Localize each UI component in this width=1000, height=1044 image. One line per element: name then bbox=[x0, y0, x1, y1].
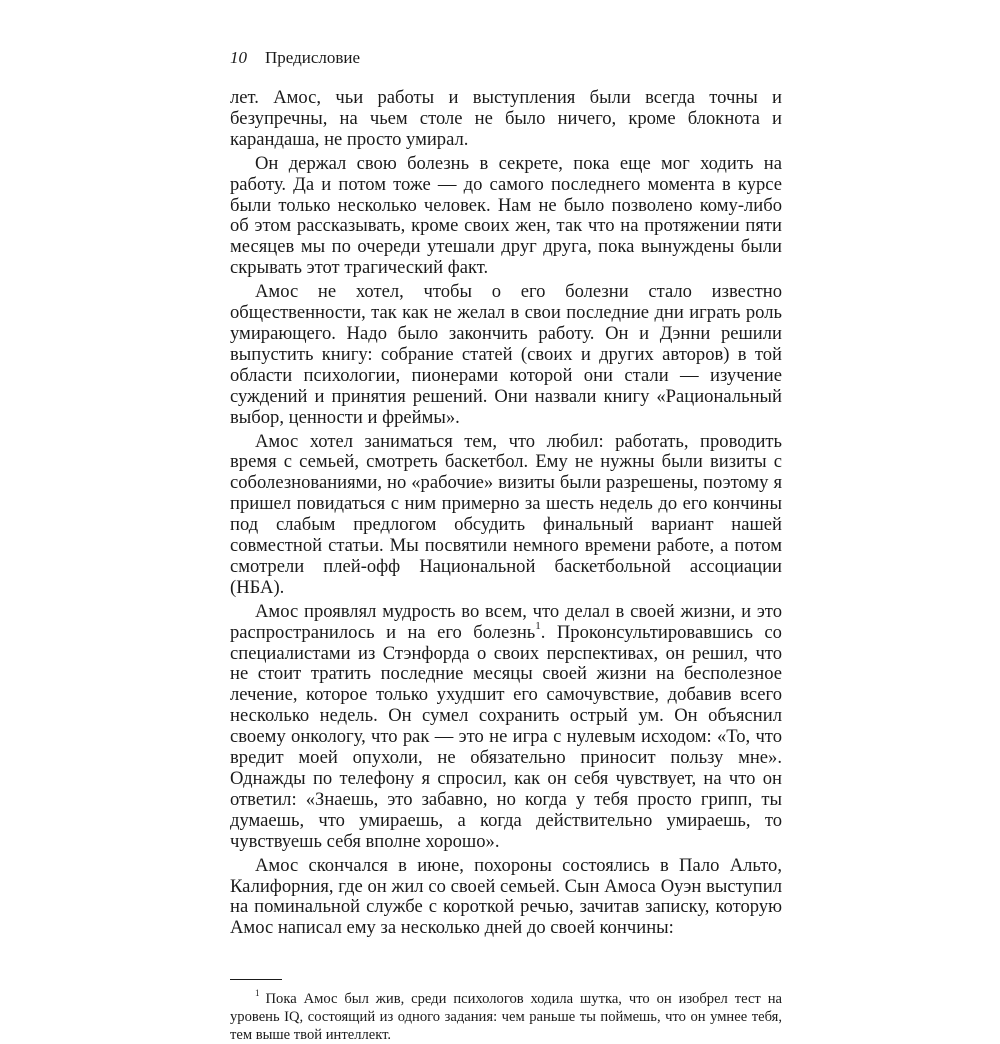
paragraph-6: Амос скончался в июне, похороны состоялись в Пало Альто, Калифорния, где он жил со своей семьей. Сын Амоса Оуэн выступил на поминальной службе с короткой речью, зачитав записку, которую Амос написал ему за несколько дней до своей кончины: bbox=[230, 854, 782, 939]
book-page bbox=[230, 44, 782, 1044]
page-number: 10 bbox=[230, 48, 247, 67]
paragraph-3: Амос не хотел, чтобы о его болезни стало известно общественности, так как не желал в свои последние дни играть роль умирающего. Надо было закончить работу. Он и Дэнни решили выпустить книгу: собрание статей (своих и других авторов) в той области психологии, пионерами которой они стали — изучение суждений и принятия решений. Они назвали книгу «Рациональный выбор, ценности и фреймы». bbox=[230, 281, 782, 428]
footnote-divider bbox=[230, 979, 282, 980]
paragraph-4: Амос хотел заниматься тем, что любил: работать, проводить время с семьей, смотреть баскетбол. Ему не нужны были визиты с соболезнованиями, но «рабочие» визиты были разрешены, поэтому я пришел повидаться с ним примерно за шесть недель до его кончины под слабым предлогом обсудить финальный вариант нашей совместной статьи. Мы посвятили немного времени работе, а потом смотрели плей-офф Национальной баскетбольной ассоциации (НБА). bbox=[230, 430, 782, 598]
paragraph-1: лет. Амос, чьи работы и выступления были всегда точны и безупречны, на чьем столе не было ничего, кроме блокнота и карандаша, не просто умирал. bbox=[230, 87, 782, 150]
footnote-marker: 1 bbox=[255, 988, 260, 999]
paragraph-5-part-2: . Проконсультировавшись со специалистами из Стэнфорда о своих перспективах, он решил, что не стоит тратить последние месяцы своей жизни на бесполезное лечение, которое только ухудшит его самочувствие, добавив всего несколько недель. Он сумел сохранить острый ум. Он объяснил своему онкологу, что рак — это не игра с нулевым исходом: «То, что вредит моей опухоли, не обязательно приносит пользу мне». Однажды по телефону я спросил, как он себя чувствует, на что он ответил: «Знаешь, это забавно, но когда у тебя просто грипп, ты думаешь, что умираешь, а когда действительно умираешь, то чувствуешь себя вполне хорошо». bbox=[230, 621, 782, 852]
footnote bbox=[230, 990, 782, 1044]
paragraph-5-part-1: Амос проявлял мудрость во всем, что делал в своей жизни, и это распространилось и на его болезнь bbox=[230, 600, 782, 643]
footnote-reference[interactable]: 1 bbox=[535, 620, 541, 633]
paragraph-2: Он держал свою болезнь в секрете, пока еще мог ходить на работу. Да и потом тоже — до самого последнего момента в курсе были только несколько человек. Нам не было позволено кому-либо об этом рассказывать, кроме своих жен, так что на протяжении пяти месяцев мы по очереди утешали друг друга, пока вынуждены были скрывать этот трагический факт. bbox=[230, 152, 782, 279]
section-title: Предисловие bbox=[265, 48, 361, 67]
running-head bbox=[230, 44, 782, 72]
footnote-text: Пока Амос был жив, среди психологов ходила шутка, что он изобрел тест на уровень IQ, состоящий из одного задания: чем раньше ты поймешь, что он умнее тебя, тем выше твой интеллект. bbox=[230, 991, 782, 1044]
body-text bbox=[230, 88, 782, 939]
paragraph-5 bbox=[230, 602, 782, 853]
